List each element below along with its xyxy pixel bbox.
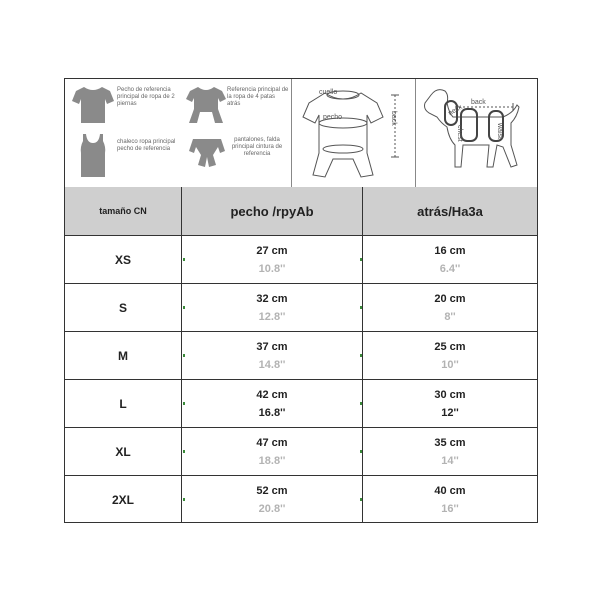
size-cell: XS — [114, 253, 131, 267]
back-cell — [363, 428, 537, 476]
table-row — [65, 332, 537, 380]
garment-outline-icon — [295, 83, 411, 183]
back-cell — [363, 380, 537, 428]
chest-cell — [182, 428, 362, 476]
dog-neck-label: neck — [447, 103, 464, 118]
garment-types-panel — [65, 79, 292, 187]
four-leg-suit-icon — [183, 85, 229, 125]
back-cell — [363, 332, 537, 380]
table-row — [65, 284, 537, 332]
size-cell: L — [119, 397, 127, 411]
back-cm: 30 cm — [434, 389, 466, 401]
back-cm: 25 cm — [434, 341, 466, 353]
back-cell — [363, 284, 537, 332]
chest-cm: 52 cm — [256, 485, 288, 497]
chest-inch: 16.8'' — [258, 407, 286, 419]
back-inch: 8'' — [444, 311, 456, 323]
pants-caption: pantalones, falda principal cintura de referencia — [231, 137, 283, 157]
chest-inch: 12.8'' — [258, 311, 286, 323]
chest-cell — [182, 236, 362, 284]
dog-chest-label: chest — [456, 125, 463, 142]
back-inch: 6.4'' — [439, 263, 461, 275]
chest-cm: 32 cm — [256, 293, 288, 305]
dog-outline-icon — [419, 83, 535, 183]
size-cell: M — [118, 349, 128, 363]
dog-measure-panel — [415, 79, 537, 187]
back-cm: 16 cm — [434, 245, 466, 257]
illustration-band — [65, 79, 537, 188]
chest-cm: 42 cm — [256, 389, 288, 401]
back-cm: 35 cm — [434, 437, 466, 449]
chest-cm: 47 cm — [256, 437, 288, 449]
chest-cell — [182, 284, 362, 332]
chest-cell — [182, 380, 362, 428]
tshirt-caption: Pecho de referencia principal de ropa de 2 piernas — [117, 87, 175, 107]
chest-cm: 27 cm — [256, 245, 288, 257]
chest-cm: 37 cm — [256, 341, 288, 353]
chest-cell — [182, 476, 362, 524]
size-chart — [64, 78, 538, 523]
chest-label: pecho — [323, 114, 343, 121]
dog-waist-label: waist — [496, 123, 503, 139]
back-cm: 40 cm — [434, 485, 466, 497]
chest-cell — [182, 332, 362, 380]
dog-back-label: back — [471, 99, 486, 106]
garment-measure-panel — [291, 79, 416, 187]
table-header — [65, 187, 537, 236]
neck-label: cuello — [319, 89, 338, 96]
vest-caption: chaleco ropa principal pecho de referencia — [117, 139, 176, 152]
table-row — [65, 476, 537, 524]
vest-icon — [79, 133, 107, 179]
size-column-header: tamaño CN — [99, 206, 147, 216]
chest-column-header: pecho /rpyAb — [230, 203, 314, 219]
table-row — [65, 236, 537, 284]
back-inch: 16'' — [441, 503, 459, 515]
back-label: back — [390, 111, 397, 126]
back-cell — [363, 476, 537, 524]
chest-inch: 20.8'' — [258, 503, 286, 515]
pants-icon — [187, 137, 227, 169]
table-row — [65, 428, 537, 476]
table-row — [65, 380, 537, 428]
size-cell: S — [118, 301, 127, 315]
back-cell — [363, 236, 537, 284]
chest-inch: 18.8'' — [258, 455, 286, 467]
back-column-header: atrás/Ha3a — [417, 203, 483, 219]
four-leg-caption: Referencia principal de la ropa de 4 patas atrás — [227, 87, 289, 107]
size-cell: XL — [115, 445, 131, 459]
tshirt-icon — [71, 85, 115, 125]
chest-inch: 10.8'' — [258, 263, 286, 275]
size-cell: 2XL — [111, 493, 134, 507]
back-inch: 12'' — [441, 407, 459, 419]
back-inch: 14'' — [441, 455, 459, 467]
back-inch: 10'' — [441, 359, 459, 371]
chest-inch: 14.8'' — [258, 359, 286, 371]
back-cm: 20 cm — [434, 293, 466, 305]
